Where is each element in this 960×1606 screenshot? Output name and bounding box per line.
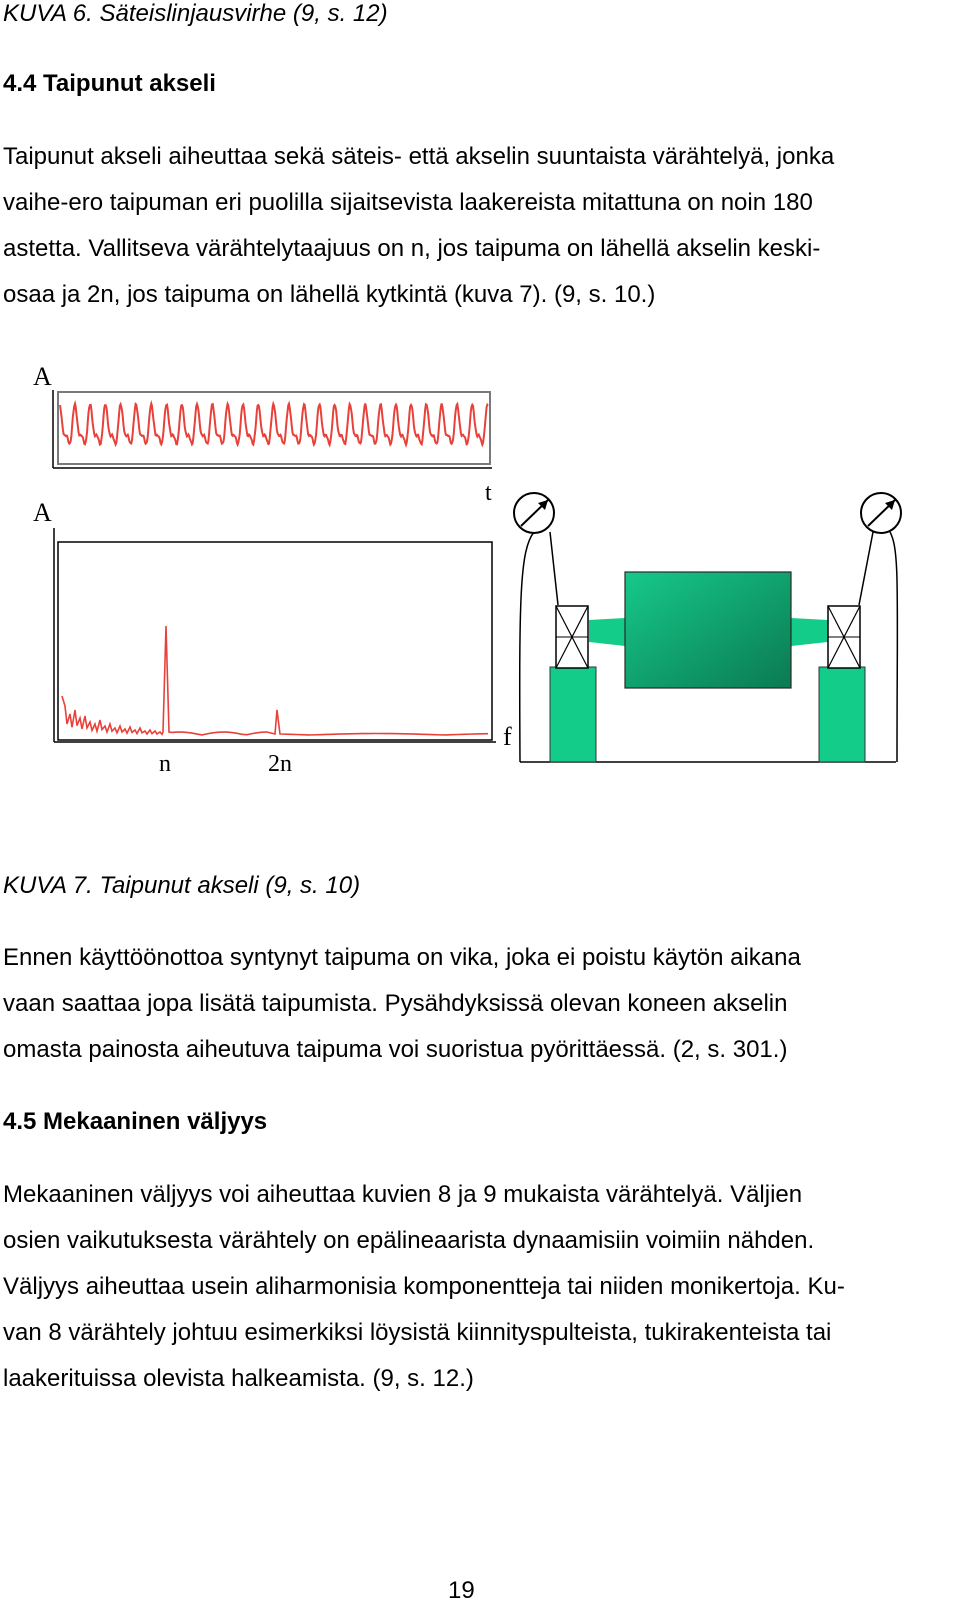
- section-4-5-text-line-2: osien vaikutuksesta värähtely on epälineaarista dynaamisiin voimiin nähden.: [3, 1227, 815, 1254]
- section-4-5-text-line-4: van 8 värähtely johtuu esimerkiksi löysistä kiinnityspulteista, tukirakenteista tai: [3, 1319, 832, 1346]
- section-4-4-heading: 4.4 Taipunut akseli: [3, 70, 216, 97]
- left-sensor-cable: [520, 532, 534, 762]
- right-sensor-lead: [859, 532, 873, 605]
- spectrum-plot-frame: [58, 542, 492, 740]
- right-shaft-segment: [791, 618, 828, 646]
- machine-schematic: [514, 493, 901, 762]
- paragraph-2-line-1: Ennen käyttöönottoa syntynyt taipuma on vika, joka ei poistu käytön aikana: [3, 944, 801, 971]
- right-pedestal: [819, 667, 865, 762]
- section-4-4-text-line-1: Taipunut akseli aiheuttaa sekä säteis- että akselin suuntaista värähtelyä, jonka: [3, 143, 835, 170]
- spectrum-peak-label-n: n: [159, 751, 171, 777]
- left-gauge-icon: [514, 493, 554, 533]
- section-4-5-heading: 4.5 Mekaaninen väljyys: [3, 1108, 268, 1135]
- time-plot-y-label: A: [33, 362, 52, 391]
- bent-shaft-figure: [0, 350, 960, 780]
- section-4-5-text-line-5: laakerituissa olevista halkeamista. (9, s. 12.): [3, 1365, 474, 1392]
- rotor-body: [625, 572, 791, 688]
- right-gauge-icon: [861, 493, 901, 533]
- spectrum-plot-x-label: f: [503, 722, 512, 751]
- right-sensor-cable: [890, 532, 897, 762]
- spectrum-peak-label-2n: 2n: [268, 751, 292, 777]
- left-pedestal: [550, 667, 596, 762]
- left-bearing-icon: [556, 606, 588, 668]
- paragraph-2-line-2: vaan saattaa jopa lisätä taipumista. Pysähdyksissä olevan koneen akselin: [3, 990, 788, 1017]
- section-4-5-text-line-1: Mekaaninen väljyys voi aiheuttaa kuvien 8 ja 9 mukaista värähtelyä. Väljien: [3, 1181, 803, 1208]
- page-number: 19: [448, 1577, 475, 1604]
- spectrum-plot-y-label: A: [33, 498, 52, 527]
- left-sensor-lead: [550, 532, 558, 605]
- section-4-4-text-line-4: osaa ja 2n, jos taipuma on lähellä kytkintä (kuva 7). (9, s. 10.): [3, 281, 656, 308]
- figure-6-caption: KUVA 6. Säteislinjausvirhe (9, s. 12): [3, 0, 388, 27]
- right-bearing-icon: [828, 606, 860, 668]
- time-plot: [33, 362, 492, 506]
- paragraph-2-line-3: omasta painosta aiheutuva taipuma voi suoristua pyörittäessä. (2, s. 301.): [3, 1036, 788, 1063]
- time-plot-x-label: t: [485, 480, 492, 506]
- section-4-4-text-line-2: vaihe-ero taipuman eri puolilla sijaitsevista laakereista mitattuna on noin 180: [3, 189, 813, 216]
- spectrum-plot: [33, 498, 512, 777]
- section-4-4-text-line-3: astetta. Vallitseva värähtelytaajuus on n, jos taipuma on lähellä akselin keski-: [3, 235, 821, 262]
- left-shaft-segment: [589, 618, 625, 646]
- section-4-5-text-line-3: Väljyys aiheuttaa usein aliharmonisia komponentteja tai niiden monikertoja. Ku-: [3, 1273, 845, 1300]
- figure-7-caption: KUVA 7. Taipunut akseli (9, s. 10): [3, 872, 361, 899]
